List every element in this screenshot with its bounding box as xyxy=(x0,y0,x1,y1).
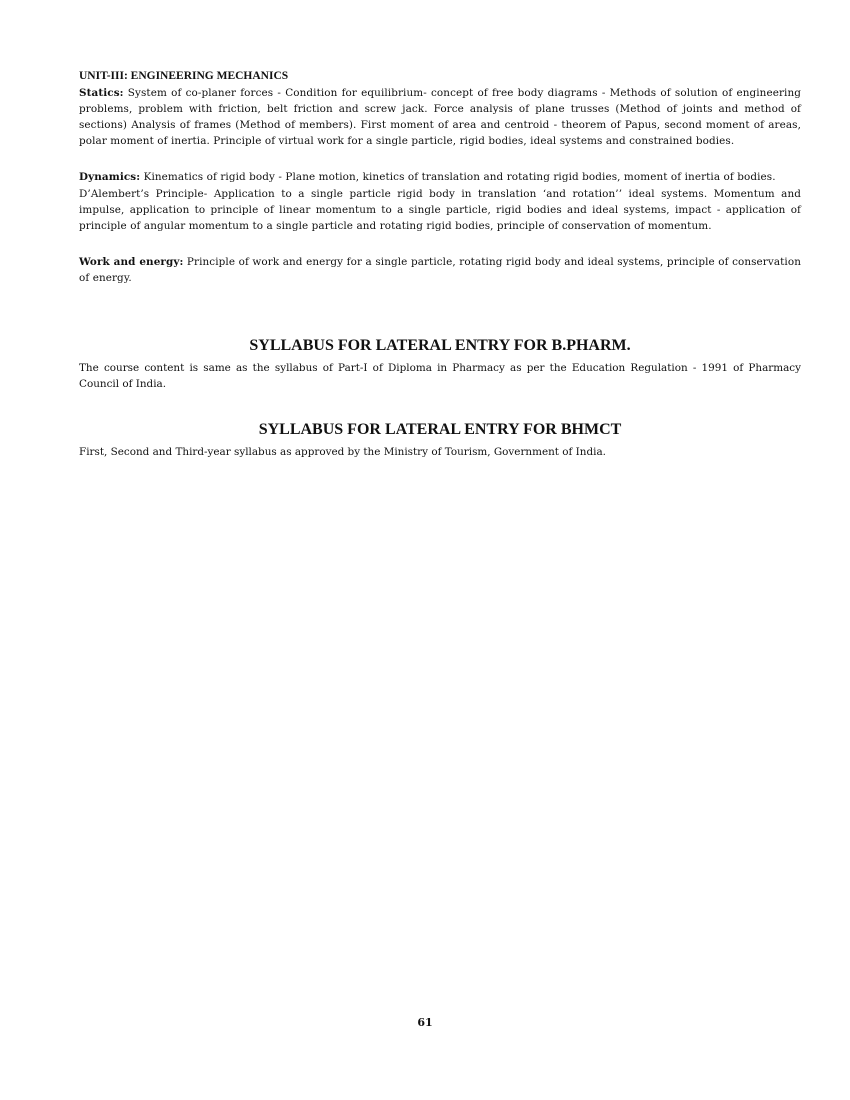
work-energy-label: Work and energy: xyxy=(79,256,184,268)
statics-label: Statics: xyxy=(79,87,124,99)
bhmct-heading: SYLLABUS FOR LATERAL ENTRY FOR BHMCT xyxy=(258,421,622,438)
bhmct-paragraph: First, Second and Third-year syllabus as approved by the Ministry of Tourism, Government of India. xyxy=(79,446,606,458)
work-energy-paragraph xyxy=(79,254,801,286)
statics-paragraph xyxy=(79,85,801,149)
dalembert-paragraph: D’Alembert’s Principle- Application to a single particle rigid body in translation ‘and rotation’’ ideal systems. Momentum and impulse, application to principle of linear momentum to a single particle, rigid bodies and ideal systems, impact - application of principle of angular momentum to a single particle and rotating rigid bodies, principle of conservation of momentum. xyxy=(79,188,801,232)
document-page xyxy=(79,68,801,460)
page-number: 61 xyxy=(417,1016,433,1029)
statics-text: System of co-planer forces - Condition for equilibrium- concept of free body diagrams - Methods of solution of engineering problems, problem with friction, belt friction and screw jack. Force analysis of plane trusses (Method of joints and method of sections) Analysis of frames (Method of members). First moment of area and centroid - theorem of Papus, second moment of areas, polar moment of inertia. Principle of virtual work for a single particle, rigid bodies, ideal systems and constrained bodies. xyxy=(79,87,801,147)
bpharm-paragraph: The course content is same as the syllabus of Part-I of Diploma in Pharmacy as per the Education Regulation - 1991 of Pharmacy Council of India. xyxy=(79,362,801,390)
bpharm-heading: SYLLABUS FOR LATERAL ENTRY FOR B.PHARM. xyxy=(249,337,631,354)
dynamics-label: Dynamics: xyxy=(79,171,141,183)
dynamics-text: Kinematics of rigid body - Plane motion, kinetics of translation and rotating rigid bodies, moment of inertia of bodies. xyxy=(140,171,776,183)
unit-title: UNIT-III: ENGINEERING MECHANICS xyxy=(79,70,289,82)
dynamics-paragraph xyxy=(79,169,801,185)
work-energy-text: Principle of work and energy for a single particle, rotating rigid body and ideal systems, principle of conservation of energy. xyxy=(79,256,801,284)
